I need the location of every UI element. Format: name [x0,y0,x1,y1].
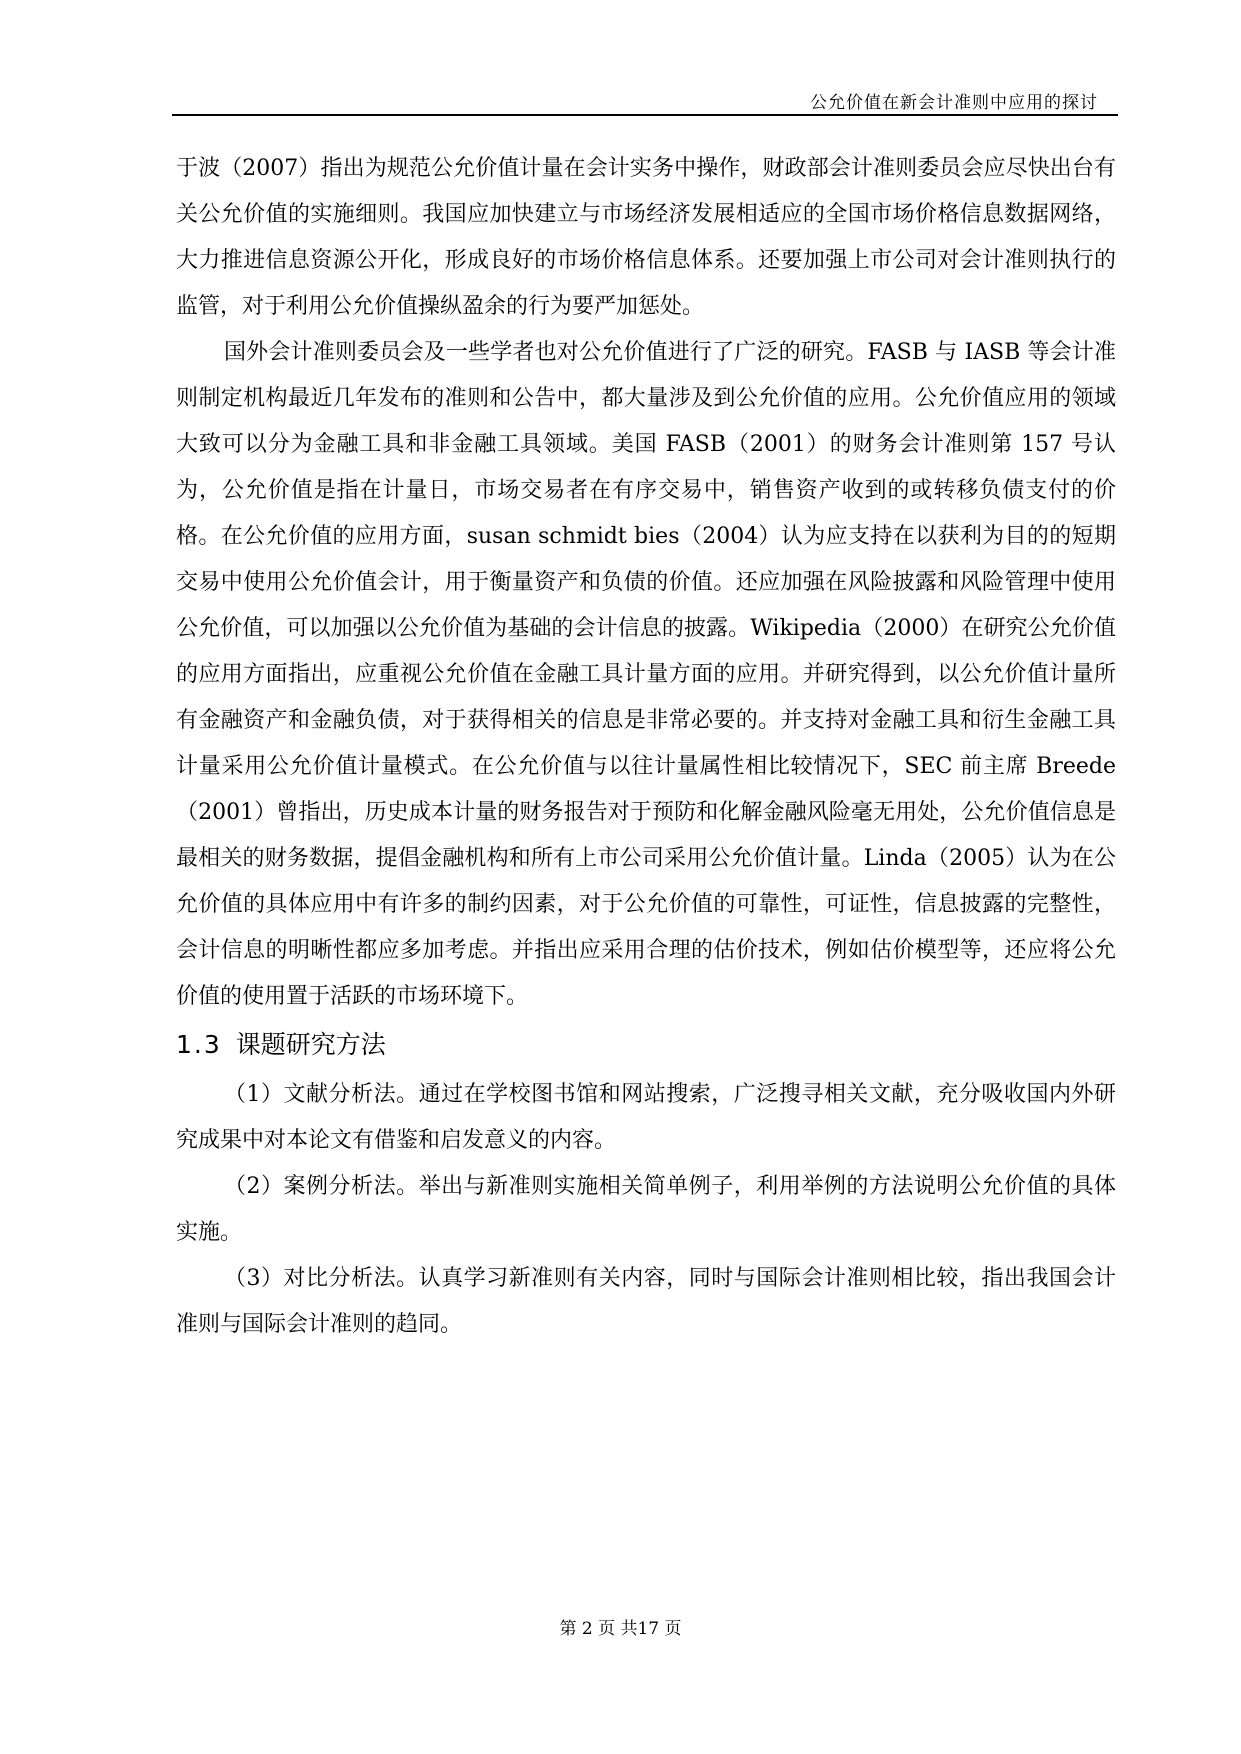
section-title: 课题研究方法 [235,1030,386,1059]
body-paragraph: 国外会计准则委员会及一些学者也对公允价值进行了广泛的研究。FASB 与 IASB 等会计准则制定机构最近几年发布的准则和公告中，都大量涉及到公允价值的应用。公允价值应用的领域大致可以分为金融工具和非金融工具领域。美国 FASB（2001）的财务会计准则第 157 号认为，公允价值是指在计量日，市场交易者在有序交易中，销售资产收到的或转移负债支付的价格。在公允价值的应用方面，susan schmidt bies（2004）认为应支持在以获利为目的的短期交易中使用公允价值会计，用于衡量资产和负债的价值。还应加强在风险披露和风险管理中使用公允价值，可以加强以公允价值为基础的会计信息的披露。Wikipedia（2000）在研究公允价值的应用方面指出，应重视公允价值在金融工具计量方面的应用。并研究得到，以公允价值计量所有金融资产和金融负债，对于获得相关的信息是非常必要的。并支持对金融工具和衍生金融工具计量采用公允价值计量模式。在公允价值与以往计量属性相比较情况下，SEC 前主席 Breede（2001）曾指出，历史成本计量的财务报告对于预防和化解金融风险毫无用处，公允价值信息是最相关的财务数据，提倡金融机构和所有上市公司采用公允价值计量。Linda（2005）认为在公允价值的具体应用中有许多的制约因素，对于公允价值的可靠性，可证性，信息披露的完整性，会计信息的明晰性都应多加考虑。并指出应采用合理的估价技术，例如估价模型等，还应将公允价值的使用置于活跃的市场环境下。 [176,340,1116,1009]
page-number: 第 2 页 共17 页 [559,1619,682,1639]
method-paragraph: （1）文献分析法。通过在学校图书馆和网站搜索，广泛搜寻相关文献，充分吸收国内外研究成果中对本论文有借鉴和启发意义的内容。 [176,1082,1116,1153]
page-footer [0,1614,1241,1639]
section-heading [176,1022,1116,1068]
section-number: 1.3 [176,1030,222,1059]
page-header [172,84,1118,116]
header-title: 公允价值在新会计准则中应用的探讨 [810,93,1098,113]
body-paragraph: 于波（2007）指出为规范公允价值计量在会计实务中操作，财政部会计准则委员会应尽快出台有关公允价值的实施细则。我国应加快建立与市场经济发展相适应的全国市场价格信息数据网络，大力推进信息资源公开化，形成良好的市场价格信息体系。还要加强上市公司对会计准则执行的监管，对于利用公允价值操纵盈余的行为要严加惩处。 [176,156,1116,319]
document-body [176,146,1116,1348]
method-paragraph: （3）对比分析法。认真学习新准则有关内容，同时与国际会计准则相比较，指出我国会计准则与国际会计准则的趋同。 [176,1266,1116,1337]
method-paragraph: （2）案例分析法。举出与新准则实施相关简单例子，利用举例的方法说明公允价值的具体实施。 [176,1174,1116,1245]
